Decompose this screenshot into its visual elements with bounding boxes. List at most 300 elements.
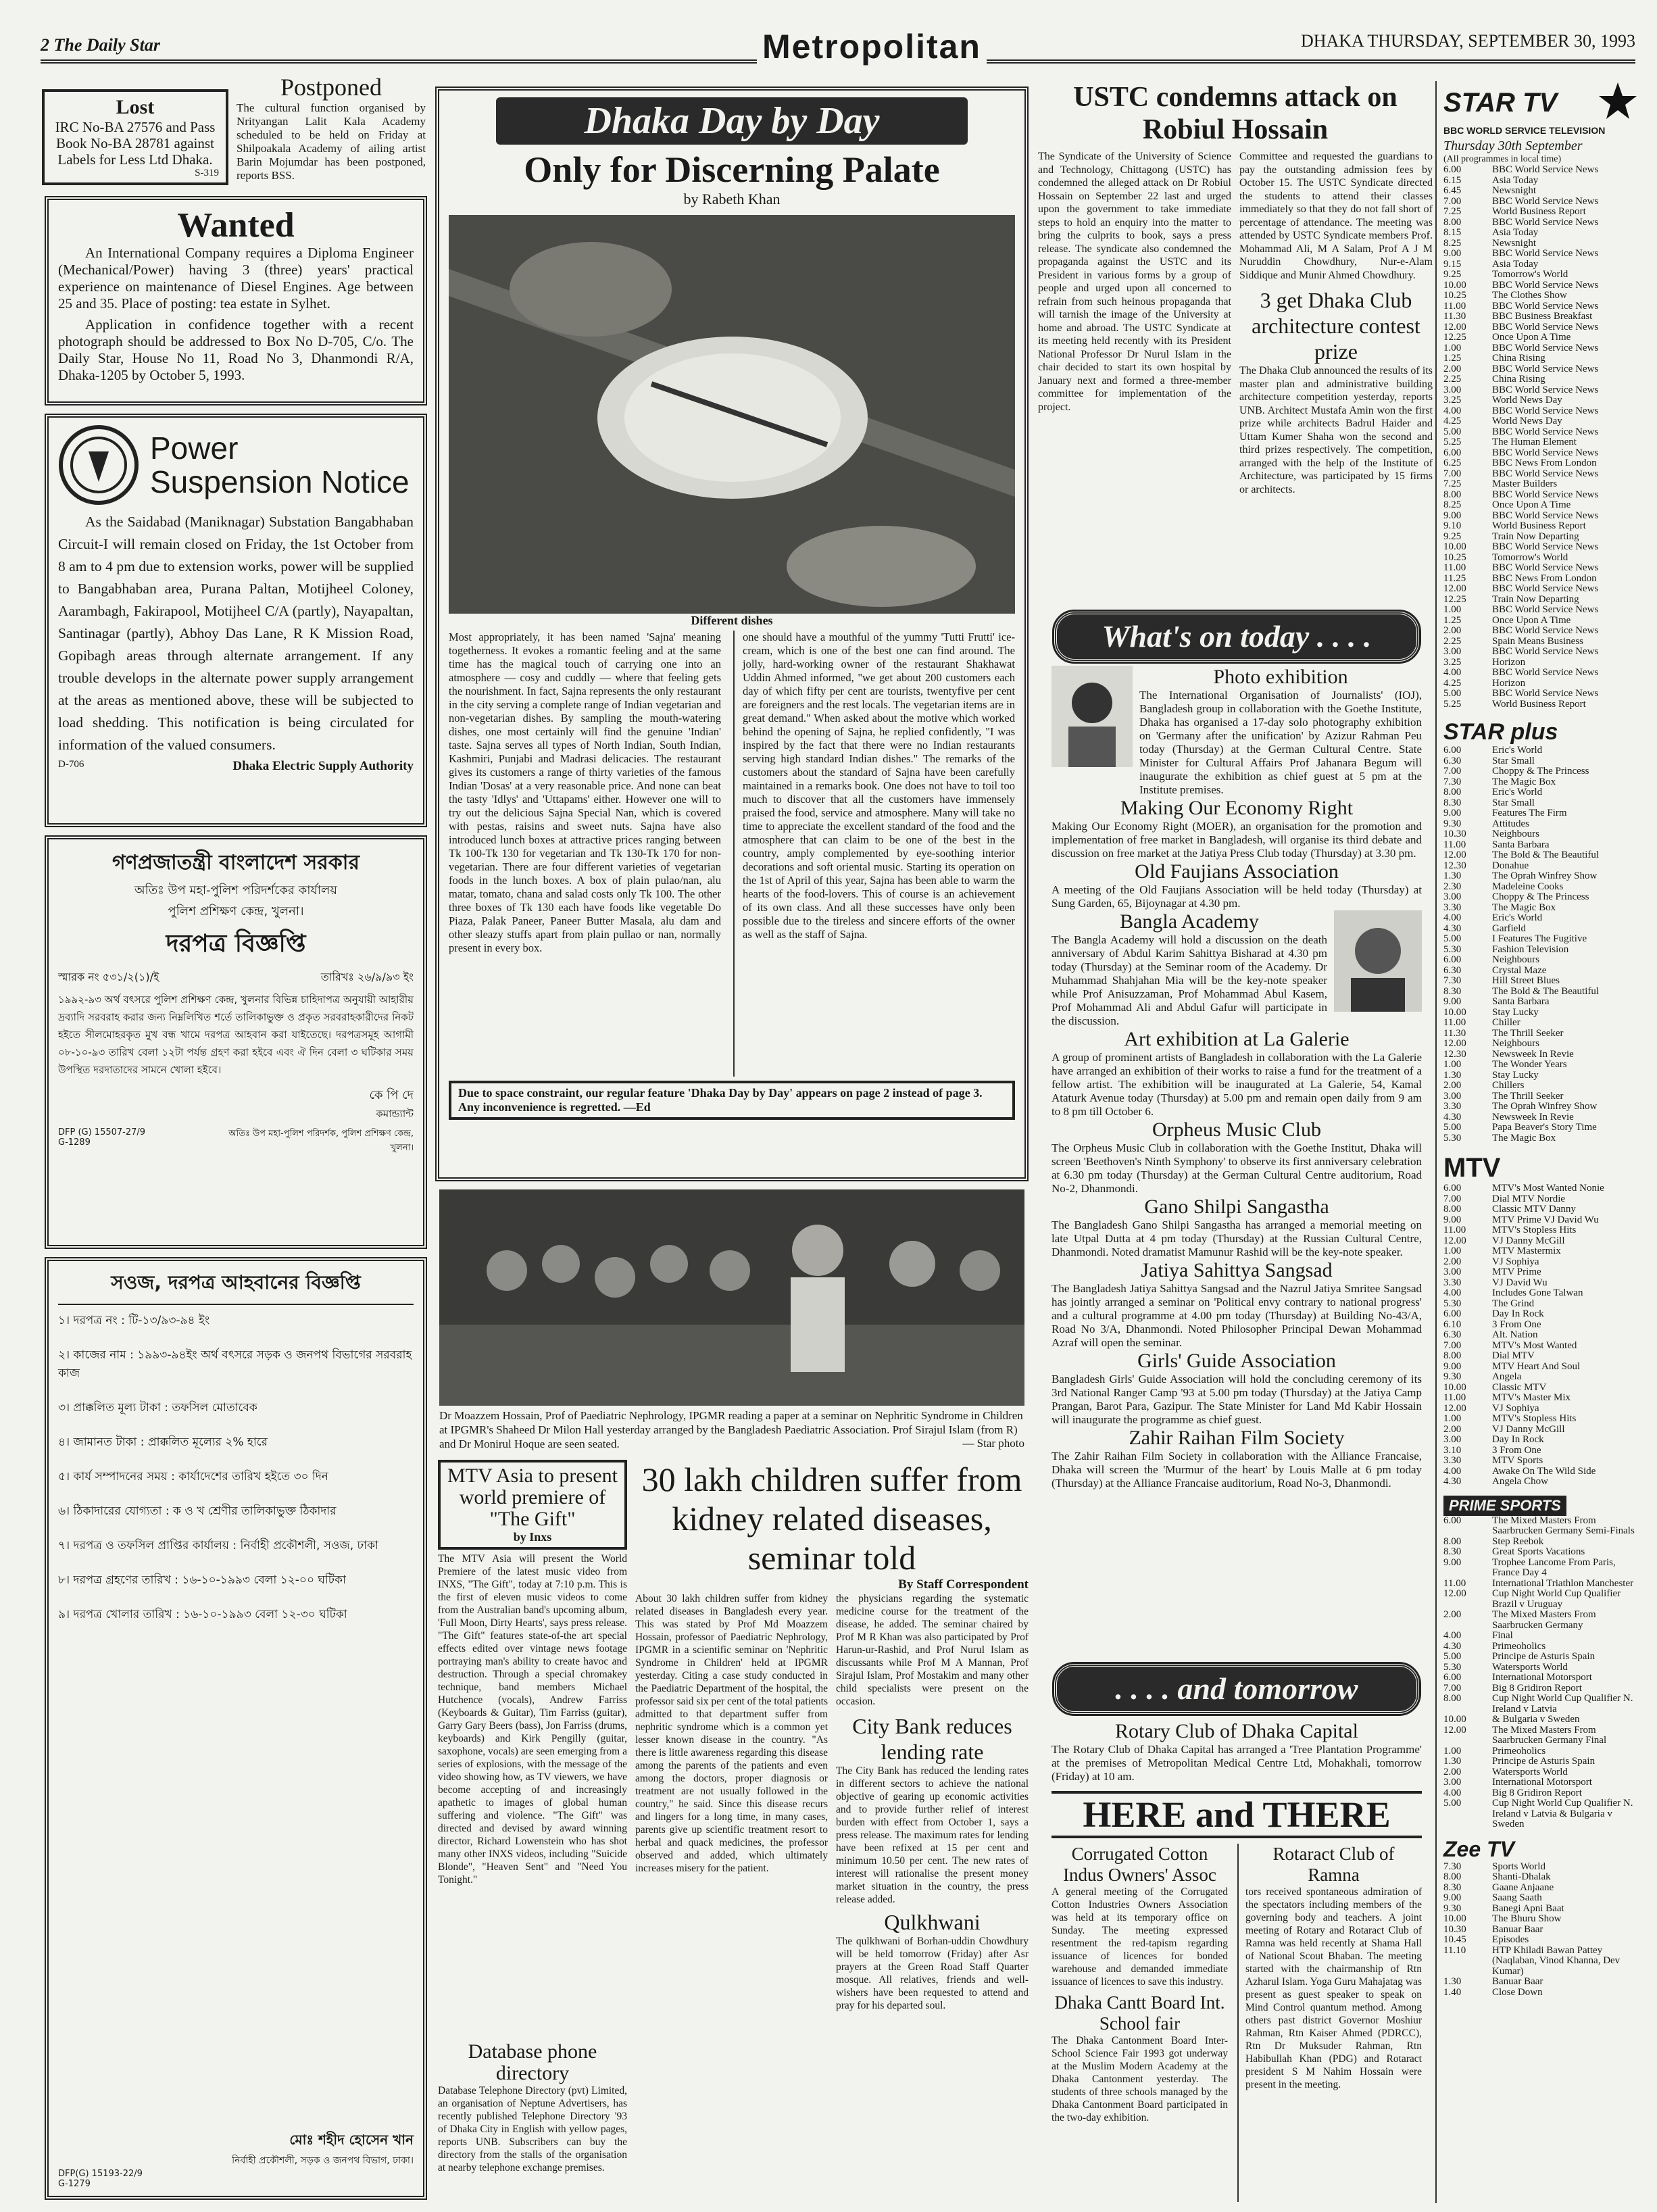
- bn-supply-row: ৪। জামানত টাকা : প্রাক্কলিত মূল্যের ২% হারে: [58, 1435, 268, 1449]
- schedule-row: [1443, 1123, 1638, 1133]
- schedule-time: 3.30: [1443, 1277, 1462, 1288]
- schedule-time: 5.00: [1443, 688, 1462, 699]
- whats-on-body-0: The International Organisation of Journalists' (IOJ), Bangladesh group in collaboration with the Goethe Institute, Dhaka has organised a 17-day solo photography exhibition on 'Germany after the unification' by Azizur Rahman Peu today (Thursday) at the German Cultural Centre. State Minister for Cultural Affairs Prof Jahanara Begum will inaugurate the exhibition as chief guest at 5 pm at the Institute premises.: [1139, 689, 1422, 796]
- schedule-time: 4.00: [1443, 405, 1462, 416]
- schedule-programme: Horizon: [1492, 656, 1526, 668]
- bn-supply-code-2: G-1279: [58, 2179, 91, 2189]
- schedule-row: [1443, 861, 1638, 872]
- schedule-time: 3.00: [1443, 1267, 1462, 1277]
- star-icon: [1598, 81, 1638, 125]
- schedule-row: [1443, 1050, 1638, 1060]
- schedule-row: [1443, 1372, 1638, 1383]
- schedule-row: [1443, 913, 1638, 924]
- schedule-row: [1443, 353, 1638, 364]
- schedule-row: [1443, 1872, 1638, 1883]
- schedule-programme: The Mixed Masters From Saarbrucken Germany Semi-Finals: [1492, 1515, 1635, 1536]
- schedule-row: [1443, 1091, 1638, 1102]
- postponed-body: The cultural function organised by Nrityangan Lalit Kala Academy scheduled to be held on Friday at Shilpoakala Academy of ailing artist Barin Mojumdar has been postponed, reports BSS.: [237, 101, 426, 182]
- schedule-time: 5.30: [1443, 1298, 1462, 1309]
- schedule-time: 9.00: [1443, 510, 1462, 521]
- bn-supply-row: ২। কাজের নাম : ১৯৯৩-৯৪ইং অর্থ বৎসরে সড়ক ও জনপথ বিভাগের সরবরাহ কাজ: [58, 1348, 412, 1380]
- lost-code: S-319: [195, 168, 219, 178]
- schedule-time: 5.00: [1443, 1122, 1462, 1133]
- schedule-row: [1443, 777, 1638, 788]
- bn-supply-row: ৬। ঠিকাদারের যোগ্যতা : ক ও খ শ্রেণীর তালিকাভুক্ত ঠিকাদার: [58, 1504, 337, 1518]
- schedule-programme: China Rising: [1492, 374, 1545, 385]
- schedule-programme: The Grind: [1492, 1298, 1535, 1309]
- schedule-row: [1443, 1236, 1638, 1247]
- ustc-story: [1038, 81, 1433, 615]
- schedule-row: [1443, 1988, 1638, 1998]
- schedule-time: 5.30: [1443, 943, 1462, 955]
- schedule-row: [1443, 976, 1638, 987]
- schedule-programme: Santa Barbara: [1492, 996, 1550, 1007]
- schedule-programme: BBC World Service News: [1492, 510, 1599, 521]
- dishes-photo: [449, 215, 1015, 614]
- schedule-time: 10.00: [1443, 1381, 1466, 1393]
- schedule-time: 7.30: [1443, 776, 1462, 787]
- schedule-programme: Stay Lucky: [1492, 1069, 1539, 1081]
- schedule-programme: Newsweek In Revie: [1492, 1048, 1574, 1060]
- schedule-row: [1443, 934, 1638, 945]
- schedule-time: 9.00: [1443, 808, 1462, 818]
- schedule-time: 2.00: [1443, 1766, 1462, 1777]
- whats-on-title-3: Bangla Academy: [1120, 910, 1259, 933]
- whats-on-body-9: The Zahir Raihan Film Society in collaboration with the Alliance Francaise, Dhaka will screen the 'Murmur of the heart' by Louis Malle at 6 pm today (Thursday) at the Alliance Francaise auditorium, Road No-3, Dhanmondi.: [1052, 1450, 1422, 1490]
- schedule-time: 8.30: [1443, 985, 1462, 997]
- mtv-body: The MTV Asia will present the World Premiere of the latest music video from INXS, "The Gift", today at 7:10 p.m. This is the first of eleven music videos to come from the Australian band's upcoming album, 'Full Moon, Dirty Hearts', says press release. "The Gift" features state-of-the art special effects edited over vintage news footage portraying man's ability to create havoc and destruction. Through a special chromakey technique, band members Michael Hutchence (vocals), Andrew Farriss (Keyboards & Guitar), Tim Farriss (guitar), Garry Gary Beers (bass), Jon Farriss (drums, keyboards) and Kirk Pengilly (guitar, saxophone, vocals) are seen emerging from a series of explosions, with the message of the video showing how, as TV viewers, we have become accepting of and increasingly apathetic to images of global human suffering and violence. "The Gift" was directed and devised by award winning director, Richard Lowenstein who has shot many other INXS videos, including "Suicide Blonde", "Heaven Sent" and "Need You Tonight.": [438, 1553, 627, 1886]
- schedule-row: [1443, 218, 1638, 228]
- schedule-row: [1443, 1631, 1638, 1642]
- schedule-programme: BBC World Service News: [1492, 342, 1599, 353]
- here-there-title-1: Dhaka Cantt Board Int. School fair: [1054, 1992, 1225, 2034]
- bn-ref: স্মারক নং ৫৩১/২(১)/ই: [58, 970, 159, 983]
- masthead: [41, 27, 1635, 74]
- schedule-time: 12.00: [1443, 1588, 1466, 1599]
- schedule-programme: MTV Mastermix: [1492, 1246, 1561, 1256]
- wanted-title: Wanted: [177, 206, 295, 245]
- schedule-row: [1443, 1652, 1638, 1663]
- schedule-programme: MTV Prime VJ David Wu: [1492, 1214, 1599, 1225]
- schedule-programme: International Motorsport: [1492, 1672, 1592, 1683]
- feature-banner: Dhaka Day by Day: [496, 97, 968, 145]
- schedule-row: [1443, 563, 1638, 574]
- kidney-col-1: About 30 lakh children suffer from kidney related diseases in Bangladesh every year. This was stated by Prof Md Moazzem Hossain, professor of Paediatric Nephrology, IPGMR in a scientific seminar on 'Nephritic Syndrome in Children' held at IPGMR yesterday. Citing a case study conducted in the Paediatric Department of the hospital, the professor said six per cent of the total patients admitted to that department suffer from nephritic syndrome which is a common yet lesser known disease in the country. "As there is little awareness regarding this disease among the parents of the patients and even among the doctors, proper diagnosis or treatment are not usually followed in the country," he said. Since this disease recurs and lingers for a long time, in many cases, parents give up scientific treatment resort to herbal and quack medicines, the professor observed and added, which ultimately increases misery for the patient.: [635, 1593, 828, 1874]
- schedule-time: 10.00: [1443, 1006, 1466, 1018]
- schedule-row: [1443, 1904, 1638, 1915]
- wanted-body-1: An International Company requires a Diploma Engineer (Mechanical/Power) having 3 (three) years' practical experience on maintenance of Diesel Engines. Age between 25 and 35. Place of posting: tea estate in Sylhet.: [58, 245, 414, 312]
- schedule-time: 2.25: [1443, 374, 1462, 385]
- schedule-row: [1443, 1435, 1638, 1446]
- schedule-time: 8.30: [1443, 797, 1462, 808]
- whats-on-body-3: The Bangla Academy will hold a discussion on the death anniversary of Abdul Karim Sahittya Bisharad at 4.30 pm today (Thursday) at the Seminar room of the Academy. Dr Muhammad Shahjahan Mia will be the key-note speaker while Prof Anisuzzaman, Prof Mohammad Abul Kasem, Prof Mohammad Ali and Abdul Gafur will participate in the discussion.: [1052, 933, 1327, 1027]
- schedule-programme: Asia Today: [1492, 174, 1539, 186]
- schedule-programme: World Business Report: [1492, 698, 1586, 710]
- schedule-time: 9.00: [1443, 1214, 1462, 1225]
- schedule-row: [1443, 637, 1638, 647]
- schedule-row: [1443, 658, 1638, 668]
- schedule-programme: Eric's World: [1492, 787, 1543, 797]
- kidney-title: 30 lakh children suffer from kidney related diseases, seminar told: [641, 1460, 1022, 1577]
- schedule-time: 11.00: [1443, 1577, 1466, 1589]
- schedule-row: [1443, 987, 1638, 998]
- schedule-row: [1443, 1914, 1638, 1925]
- schedule-row: [1443, 427, 1638, 438]
- feature-title: Only for Discerning Palate: [524, 149, 940, 190]
- schedule-programme: Shanti-Dhalak: [1492, 1871, 1551, 1882]
- schedule-programme: Santa Barbara: [1492, 839, 1550, 850]
- schedule-programme: BBC News From London: [1492, 458, 1597, 468]
- schedule-row: [1443, 1225, 1638, 1236]
- schedule-time: 5.30: [1443, 1661, 1462, 1673]
- schedule-row: [1443, 280, 1638, 291]
- schedule-time: 6.10: [1443, 1319, 1462, 1330]
- schedule-time: 5.00: [1443, 1798, 1462, 1809]
- schedule-programme: VJ Danny McGill: [1492, 1235, 1565, 1246]
- schedule-row: [1443, 186, 1638, 197]
- mtv-title: MTV Asia to present world premiere of "The Gift": [447, 1465, 618, 1530]
- schedule-time: 11.00: [1443, 1017, 1466, 1028]
- schedule-row: [1443, 808, 1638, 819]
- schedule-time: 5.00: [1443, 426, 1462, 437]
- schedule-row: [1443, 228, 1638, 239]
- schedule-programme: Angela: [1492, 1371, 1522, 1382]
- schedule-row: [1443, 605, 1638, 616]
- schedule-programme: The Magic Box: [1492, 1132, 1556, 1144]
- schedule-row: [1443, 239, 1638, 249]
- schedule-time: 1.00: [1443, 1413, 1462, 1424]
- schedule-time: 6.00: [1443, 1183, 1462, 1194]
- citybank-title: City Bank reduces lending rate: [852, 1714, 1012, 1764]
- bn-supply-code-1: DFP(G) 15193-22/9: [58, 2169, 143, 2179]
- schedule-programme: Includes Gone Talwan: [1492, 1287, 1583, 1298]
- schedule-time: 4.30: [1443, 1111, 1462, 1123]
- schedule-programme: Once Upon A Time: [1492, 499, 1571, 510]
- schedule-programme: International Triathlon Manchester: [1492, 1577, 1634, 1589]
- schedule-time: 4.30: [1443, 1640, 1462, 1652]
- schedule-row: [1443, 689, 1638, 699]
- schedule-programme: The Oprah Winfrey Show: [1492, 870, 1598, 881]
- whats-on-list: [1052, 666, 1422, 1727]
- schedule-programme: BBC World Service News: [1492, 426, 1599, 437]
- tomorrow-banner: . . . . and tomorrow: [1054, 1664, 1419, 1714]
- schedule-programme: The Mixed Masters From Saarbrucken Germany Final: [1492, 1724, 1607, 1746]
- schedule-programme: VJ Danny McGill: [1492, 1423, 1565, 1435]
- schedule-time: 6.00: [1443, 164, 1462, 175]
- schedule-time: 8.00: [1443, 489, 1462, 500]
- schedule-row: [1443, 903, 1638, 914]
- schedule-row: [1443, 871, 1638, 882]
- bn-sign-title: কমান্ড্যান্ট: [376, 1108, 414, 1120]
- schedule-time: 7.00: [1443, 468, 1462, 479]
- bengali-supply-tender: [45, 1257, 427, 2200]
- prime-schedule: [1443, 1516, 1638, 1830]
- schedule-programme: China Rising: [1492, 353, 1545, 364]
- schedule-programme: VJ David Wu: [1492, 1277, 1548, 1288]
- startv-date: Thursday 30th September: [1443, 139, 1583, 153]
- schedule-programme: 3 From One: [1492, 1444, 1541, 1456]
- schedule-row: [1443, 1039, 1638, 1050]
- schedule-programme: Madeleine Cooks: [1492, 881, 1564, 892]
- schedule-row: [1443, 1446, 1638, 1456]
- schedule-row: [1443, 511, 1638, 522]
- schedule-time: 5.00: [1443, 1651, 1462, 1662]
- schedule-row: [1443, 1257, 1638, 1268]
- schedule-time: 3.00: [1443, 646, 1462, 657]
- schedule-row: [1443, 945, 1638, 956]
- mtv-schedule: [1443, 1183, 1638, 1488]
- wanted-body-2: Application in confidence together with a recent photograph should be addressed to Box No D-705, C/o. The Daily Star, House No 11, Road No 3, Dhanmondi R/A, Dhaka-1205 by October 5, 1993.: [58, 316, 414, 383]
- schedule-row: [1443, 1516, 1638, 1537]
- schedule-time: 4.00: [1443, 1465, 1462, 1477]
- schedule-programme: Star Small: [1492, 755, 1535, 766]
- schedule-row: [1443, 479, 1638, 490]
- tv-listings: [1435, 81, 1638, 2203]
- schedule-time: 12.00: [1443, 1235, 1466, 1246]
- schedule-programme: BBC World Service News: [1492, 625, 1599, 636]
- bn-body: ১৯৯২-৯৩ অর্থ বৎসরে পুলিশ প্রশিক্ষণ কেন্দ্র, খুলনার বিভিন্ন চাহিদাপত্র অনুযায়ী আহারীয় দ্রব্যাদি সরবরাহ করার জন্য নিম্নলিখিত শর্তে তালিকাভুক্ত ও প্রকৃত সরবরাহকারীদের নিকট হইতে সীলমোহরকৃত মুখ বন্ধ খামে দরপত্র আহবান করা যাইতেছে। দরপত্রসমূহ আগামী ০৮-১০-৯৩ তারিখ বেলা ১২টা পর্যন্ত গ্রহণ করা হইবে এবং ঐ দিন বেলা ৩ ঘটিকার সময় উপস্থিত দরদাতাদের সামনে খোলা হইবে।: [58, 993, 414, 1076]
- mtv-logo: MTV: [1443, 1153, 1501, 1183]
- schedule-programme: Star Small: [1492, 797, 1535, 808]
- tomorrow-banner-wrap: [1054, 1664, 1419, 1713]
- schedule-row: [1443, 1267, 1638, 1278]
- schedule-programme: The Thrill Seeker: [1492, 1027, 1564, 1039]
- schedule-programme: Once Upon A Time: [1492, 614, 1571, 626]
- qulkhwani-title: Qulkhwani: [884, 1910, 981, 1934]
- schedule-programme: Classic MTV: [1492, 1381, 1547, 1393]
- lost-title: Lost: [116, 96, 155, 118]
- schedule-time: 2.25: [1443, 635, 1462, 647]
- schedule-programme: Newsnight: [1492, 185, 1536, 196]
- schedule-time: 1.40: [1443, 1986, 1462, 1998]
- schedule-row: [1443, 1788, 1638, 1799]
- schedule-row: [1443, 1694, 1638, 1715]
- schedule-row: [1443, 1330, 1638, 1341]
- schedule-time: 7.00: [1443, 1193, 1462, 1204]
- schedule-programme: Features The Firm: [1492, 808, 1567, 818]
- whats-on-title-4: Art exhibition at La Galerie: [1124, 1028, 1350, 1050]
- schedule-programme: Close Down: [1492, 1986, 1543, 1998]
- schedule-time: 1.00: [1443, 604, 1462, 615]
- starplus-schedule: [1443, 745, 1638, 1144]
- schedule-time: 7.30: [1443, 1861, 1462, 1872]
- schedule-programme: Hill Street Blues: [1492, 975, 1560, 986]
- schedule-time: 8.00: [1443, 216, 1462, 228]
- whats-on-title-7: Jatiya Sahittya Sangsad: [1141, 1259, 1333, 1281]
- schedule-row: [1443, 343, 1638, 354]
- schedule-programme: Trophee Lancome From Paris, France Day 4: [1492, 1556, 1616, 1578]
- schedule-programme: Eric's World: [1492, 745, 1543, 756]
- schedule-programme: Choppy & The Princess: [1492, 766, 1589, 777]
- schedule-programme: Saang Saath: [1492, 1892, 1542, 1903]
- tomorrow-body: The Rotary Club of Dhaka Capital has arranged a 'Tree Plantation Programme' at the premises of Metropolitan Medical Centre Ltd, Mohakhali, tomorrow (Friday) at 10 am.: [1052, 1743, 1422, 1783]
- schedule-programme: Once Upon A Time: [1492, 332, 1571, 343]
- dateline: DHAKA THURSDAY, SEPTEMBER 30, 1993: [1300, 31, 1635, 51]
- schedule-programme: Banuar Baar: [1492, 1923, 1543, 1935]
- schedule-time: 9.00: [1443, 996, 1462, 1007]
- schedule-row: [1443, 1547, 1638, 1558]
- schedule-programme: Spain Means Business: [1492, 635, 1583, 647]
- power-title: Power: [150, 431, 239, 466]
- schedule-time: 4.00: [1443, 1630, 1462, 1641]
- schedule-time: 1.25: [1443, 353, 1462, 364]
- schedule-programme: Train Now Departing: [1492, 593, 1579, 605]
- here-there-banner: HERE and THERE: [1083, 1794, 1391, 1835]
- schedule-row: [1443, 787, 1638, 798]
- schedule-programme: World Business Report: [1492, 520, 1586, 531]
- schedule-time: 8.00: [1443, 1535, 1462, 1547]
- whats-on-title-5: Orpheus Music Club: [1152, 1119, 1321, 1141]
- prime-sports-logo: PRIME SPORTS: [1443, 1496, 1566, 1516]
- seminar-credit: — Star photo: [962, 1437, 1024, 1450]
- schedule-time: 10.25: [1443, 551, 1466, 563]
- schedule-programme: Stay Lucky: [1492, 1006, 1539, 1018]
- schedule-programme: Horizon: [1492, 677, 1526, 689]
- schedule-programme: Alt. Nation: [1492, 1329, 1538, 1340]
- schedule-programme: BBC World Service News: [1492, 604, 1599, 615]
- schedule-row: [1443, 1102, 1638, 1112]
- schedule-row: [1443, 207, 1638, 218]
- schedule-row: [1443, 616, 1638, 626]
- whats-on-body-2: A meeting of the Old Faujians Association will be held today (Thursday) at Sung Garden, 65, Bijoynagar at 4.30 pm.: [1052, 883, 1422, 910]
- power-authority: Dhaka Electric Supply Authority: [232, 759, 414, 773]
- schedule-programme: Tomorrow's World: [1492, 551, 1568, 563]
- schedule-time: 1.30: [1443, 1756, 1462, 1767]
- schedule-programme: MTV's Master Mix: [1492, 1392, 1571, 1403]
- schedule-programme: Principe de Asturis Spain: [1492, 1756, 1596, 1767]
- schedule-time: 12.30: [1443, 1048, 1466, 1060]
- schedule-row: [1443, 1589, 1638, 1610]
- schedule-row: [1443, 1018, 1638, 1029]
- schedule-row: [1443, 458, 1638, 469]
- schedule-row: [1443, 668, 1638, 679]
- tomorrow-item: [1052, 1720, 1422, 1794]
- schedule-time: 11.00: [1443, 1392, 1466, 1403]
- schedule-time: 2.30: [1443, 881, 1462, 892]
- schedule-programme: BBC World Service News: [1492, 489, 1599, 500]
- schedule-row: [1443, 1558, 1638, 1579]
- schedule-row: [1443, 1341, 1638, 1352]
- schedule-programme: Crystal Maze: [1492, 964, 1547, 976]
- seminar-photo: [439, 1189, 1024, 1406]
- here-there-body-1: The Dhaka Cantonment Board Inter-School Science Fair 1993 got underway at the Muslim Modern Academy at the Dhaka Cantonment yesterday. The students of three schools managed by the Dhaka Cantonment Board participated in the two-day exhibition.: [1052, 2035, 1228, 2123]
- schedule-programme: BBC World Service News: [1492, 583, 1599, 594]
- schedule-programme: Day In Rock: [1492, 1308, 1544, 1319]
- schedule-programme: Tomorrow's World: [1492, 269, 1568, 280]
- schedule-row: [1443, 416, 1638, 427]
- schedule-row: [1443, 882, 1638, 893]
- schedule-programme: Cup Night World Cup Qualifier N. Ireland v Latvia & Bulgaria v Sweden: [1492, 1798, 1633, 1829]
- schedule-row: [1443, 1746, 1638, 1757]
- schedule-row: [1443, 1610, 1638, 1631]
- mtv-story: [438, 1460, 627, 2041]
- schedule-row: [1443, 1081, 1638, 1091]
- schedule-programme: BBC World Service News: [1492, 384, 1599, 395]
- bn-supply-row: ১। দরপত্র নং : টি-১৩/৯৩-৯৪ ইং: [58, 1314, 210, 1327]
- schedule-programme: BBC World Service News: [1492, 541, 1599, 552]
- schedule-time: 3.25: [1443, 395, 1462, 405]
- feature-col-2: one should have a mouthful of the yummy 'Tutti Frutti' ice-cream, which is one of the best one can find around. The jolly, hard-working owner of the restaurant Shakhawat Uddin Ahmed informed, "we get about 200 customers each day of which fifty per cent are tourists, twentyfive per cent are foreigners and the rest locals. The vegetarian items are in great demand." When asked about the motive which worked behind the opening of Sajna, he replied confidently, "I was inspired by the fact that there were no Indian restaurants serving high standard Indian dishes." The remarks of the customers about the standard of Sajna have been carefully maintained in a remarks book. One does not have to toil too much to discover that all the customers have immensely praised the food, service and atmosphere. Many will take no time to appreciate the excellent standard of the food and the atmosphere that can claim to be one of the best in the country, amply complemented by eye-soothing interior decorations and soft oriental music. Starting its operation on the 1st of April of this year, Sajna has been able to warm the hearts of the food-lovers. This of course is an achievement of its own class. And all these successes have only been possible due to the tireless and sincere efforts of the owner as well as the staff of Sajna.: [733, 631, 1015, 1077]
- schedule-programme: MTV Prime: [1492, 1267, 1541, 1277]
- phone-dir-body: Database Telephone Directory (pvt) Limited, an organisation of Neptune Advertisers, has recently published Telephone Directory '93 of Dhaka City in English with yellow pages, reports UNB. Subscribers can buy the directory from the stalls of the organisation at nearby telephone exchange premises.: [438, 2085, 627, 2173]
- schedule-time: 11.00: [1443, 1225, 1466, 1235]
- whats-on-body-1: Making Our Economy Right (MOER), an organisation for the promotion and implementation of free market in Bangladesh, will organise its third debate and discussion on free market at the Jatiya Press Club today (Thursday) at 3.30 pm.: [1052, 820, 1422, 860]
- schedule-programme: Donahue: [1492, 860, 1529, 871]
- schedule-row: [1443, 1673, 1638, 1683]
- bn-supply-row: ৭। দরপত্র ও তফসিল প্রাপ্তির কার্যালয় : নির্বাহী প্রকৌশলী, সওজ, ঢাকা: [58, 1539, 378, 1552]
- schedule-programme: MTV's Most Wanted: [1492, 1340, 1577, 1351]
- schedule-programme: VJ Sophiya: [1492, 1256, 1539, 1267]
- schedule-time: 4.30: [1443, 1476, 1462, 1487]
- speaker-portrait: [1334, 910, 1422, 1012]
- schedule-programme: Classic MTV Danny: [1492, 1204, 1576, 1214]
- photo-caption: Different dishes: [691, 614, 773, 627]
- schedule-row: [1443, 1008, 1638, 1018]
- schedule-programme: Choppy & The Princess: [1492, 891, 1589, 902]
- startv-logo: STAR TV: [1443, 88, 1558, 118]
- schedule-row: [1443, 197, 1638, 207]
- whats-on-title-2: Old Faujians Association: [1135, 860, 1339, 883]
- schedule-row: [1443, 798, 1638, 809]
- schedule-time: 8.30: [1443, 1546, 1462, 1557]
- schedule-programme: Awake On The Wild Side: [1492, 1465, 1596, 1477]
- schedule-time: 4.30: [1443, 923, 1462, 934]
- zee-logo: Zee TV: [1443, 1836, 1514, 1861]
- schedule-row: [1443, 1194, 1638, 1205]
- schedule-time: 1.00: [1443, 1059, 1462, 1070]
- zee-schedule: [1443, 1862, 1638, 1998]
- schedule-programme: Primeoholics: [1492, 1640, 1546, 1652]
- schedule-row: [1443, 1883, 1638, 1894]
- schedule-time: 11.00: [1443, 300, 1466, 312]
- schedule-programme: Banegi Apni Baat: [1492, 1902, 1564, 1914]
- phone-directory-story: [438, 2041, 627, 2203]
- schedule-row: [1443, 1777, 1638, 1788]
- schedule-programme: BBC World Service News: [1492, 688, 1599, 699]
- wanted-ad: [45, 196, 427, 405]
- schedule-time: 1.30: [1443, 1976, 1462, 1987]
- schedule-programme: MTV's Stopless Hits: [1492, 1225, 1577, 1235]
- kidney-col-2: the physicians regarding the systematic medicine course for the treatment of the disease, he added. The seminar chaired by Prof M R Khan was also participated by Prof Harun-ur-Rashid, and Prof Nurul Islam as discussants while Prof M A Mannan, Prof Sirajul Islam, Prof Mostakim and many other child specialists were present on the occasion.: [836, 1593, 1029, 1707]
- bn-code-1: DFP (G) 15507-27/9: [58, 1127, 146, 1137]
- schedule-time: 3.30: [1443, 1101, 1462, 1112]
- schedule-time: 4.00: [1443, 1287, 1462, 1298]
- schedule-programme: Cup Night World Cup Qualifier Brazil v Uruguay: [1492, 1588, 1621, 1610]
- schedule-programme: Principe de Asturis Spain: [1492, 1651, 1596, 1662]
- schedule-programme: BBC World Service News: [1492, 164, 1599, 175]
- schedule-row: [1443, 553, 1638, 564]
- ustc-title: USTC condemns attack on Robiul Hossain: [1073, 82, 1398, 145]
- schedule-time: 4.25: [1443, 677, 1462, 689]
- schedule-time: 8.00: [1443, 1693, 1462, 1704]
- schedule-time: 9.10: [1443, 520, 1462, 531]
- whats-on-title-1: Making Our Economy Right: [1120, 797, 1354, 819]
- feature-col-1: Most appropriately, it has been named 'Sajna' meaning togetherness. It evokes a romantic feeling and at the same time has the magical touch of carrying one into an atmosphere — cosy and cuddly — where that feeling gets the nourishment. In fact, Sajna represents the only restaurant in the city serving a complete range of Indian vegetarian and non-vegetarian dishes. By sampling the mouth-watering dishes, one most certainly will find the genuine 'Indian' taste. Sajna serves all types of North Indian, South Indian, Kashmiri, Punjabi and Madrasi delicacies. The restaurant gives its customers a range of thirty varieties of the famous Indian 'Dosas' at a very reasonable price. And none can beat the tasty 'Idlys' and 'Uttapams' either. However one will to try out the delicious Sajna Special Nan, which is covered with pestas, raisins and sweet nuts. Sajna have also introduced lunch boxes at attractive prices ranging between Tk 100-Tk 130 for vegetarian and Tk 130-Tk 170 for non-vegetarian. There are four different varieties of vegetarian foods in the lunch boxes. A box of plain pulao/nan, alu matar, tomato, chana and salad costs only Tk 100. The other three boxes of Tk 130 each have foods like vegetable Do Piaza, Palak Paneer, Paneer Butter Masala, alu dam and other sleazy stuffs apart from plain pullao or nan, normally present in every box.: [449, 631, 721, 954]
- schedule-programme: Neighbours: [1492, 1038, 1539, 1049]
- schedule-time: 12.00: [1443, 583, 1466, 594]
- schedule-programme: Big 8 Gridiron Report: [1492, 1787, 1582, 1798]
- schedule-time: 4.00: [1443, 1787, 1462, 1798]
- schedule-row: [1443, 322, 1638, 333]
- schedule-time: 1.00: [1443, 1745, 1462, 1756]
- bn-office: অতিঃ উপ মহা-পুলিশ পরিদর্শকের কার্যালয়: [134, 883, 338, 898]
- schedule-row: [1443, 1467, 1638, 1477]
- schedule-time: 6.25: [1443, 458, 1462, 468]
- schedule-programme: The Magic Box: [1492, 776, 1556, 787]
- schedule-time: 8.30: [1443, 1882, 1462, 1893]
- schedule-row: [1443, 1183, 1638, 1194]
- schedule-row: [1443, 679, 1638, 689]
